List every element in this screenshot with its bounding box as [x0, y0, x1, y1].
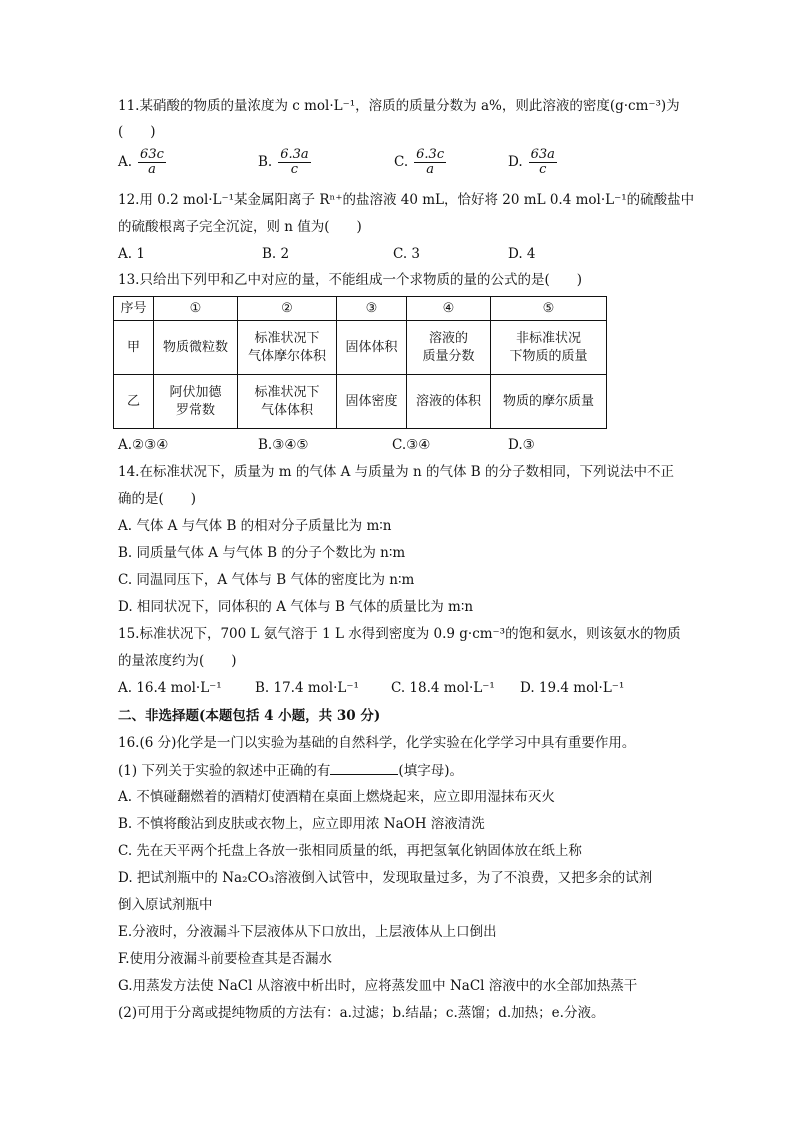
- q12-stem-line2: 的硫酸根离子完全沉淀，则 n 值为( ): [118, 219, 362, 235]
- q14-option-c[interactable]: C. 同温同压下，A 气体与 B 气体的密度比为 n∶m: [118, 572, 415, 588]
- cell-text: 阿伏加德: [169, 384, 222, 400]
- q16-item-d: D. 把试剂瓶中的 Na₂CO₃溶液倒入试管中，发现取量过多，为了不浪费，又把多余的试剂: [118, 870, 653, 886]
- section-heading: 二、非选择题(本题包括 4 小题，共 30 分): [118, 708, 381, 724]
- q15-option-b[interactable]: B. 17.4 mol·L⁻¹: [255, 680, 359, 696]
- table-row: [114, 321, 607, 375]
- q16-item-d-cont: 倒入原试剂瓶中: [118, 897, 213, 913]
- q16-sub1: [118, 760, 463, 781]
- table-cell: [491, 321, 607, 375]
- header-cell: ①: [154, 297, 238, 321]
- q16-sub2: (2)可用于分离或提纯物质的方法有：a.过滤；b.结晶；c.蒸馏；d.加热；e.分液。: [118, 1005, 605, 1021]
- cell-text: 物质的摩尔质量: [502, 393, 594, 409]
- q15-option-a[interactable]: A. 16.4 mol·L⁻¹: [118, 680, 222, 696]
- q12-stem-line1: 12.用 0.2 mol·L⁻¹某金属阳离子 Rⁿ⁺的盐溶液 40 mL，恰好将 20 mL 0.4 mol·L⁻¹的硫酸盐中: [118, 192, 695, 208]
- q16-sub1-suffix: (填字母)。: [398, 763, 463, 779]
- q11-stem-line2: ( ): [118, 124, 156, 140]
- header-cell: ③: [337, 297, 407, 321]
- option-letter: A.: [118, 154, 133, 170]
- q11-option-b[interactable]: [258, 148, 311, 177]
- q13-option-b[interactable]: B.③④⑤: [258, 437, 309, 453]
- cell-text: 溶液的体积: [415, 393, 481, 409]
- q11-option-a[interactable]: [118, 148, 166, 177]
- q16-item-c: C. 先在天平两个托盘上各放一张相同质量的纸，再把氢氧化钠固体放在纸上称: [118, 843, 582, 859]
- q12-option-b[interactable]: B. 2: [262, 246, 290, 262]
- q13-option-d[interactable]: D.③: [508, 437, 535, 453]
- q16-item-a: A. 不慎碰翻燃着的酒精灯使酒精在桌面上燃烧起来，应立即用湿抹布灭火: [118, 789, 555, 805]
- numerator: 63a: [530, 147, 555, 162]
- q11-option-d[interactable]: [508, 148, 557, 177]
- q13-stem: 13.只给出下列甲和乙中对应的量，不能组成一个求物质的量的公式的是( ): [118, 272, 583, 288]
- header-cell: ⑤: [491, 297, 607, 321]
- cell-text: 罗常数: [175, 402, 215, 418]
- cell-text: 标准状况下: [254, 384, 320, 400]
- table-cell: [238, 375, 337, 429]
- cell-text: 非标准状况: [515, 330, 581, 346]
- q12-option-d[interactable]: D. 4: [508, 246, 536, 262]
- header-cell: ②: [238, 297, 337, 321]
- q15-option-d[interactable]: D. 19.4 mol·L⁻¹: [520, 680, 625, 696]
- option-letter: C.: [394, 154, 409, 170]
- option-letter: D.: [508, 154, 523, 170]
- table-row: [114, 375, 607, 429]
- fraction: [414, 148, 446, 177]
- q14-stem-line2: 确的是( ): [118, 491, 197, 507]
- q16-item-b: B. 不慎将酸沾到皮肤或衣物上，应立即用浓 NaOH 溶液清洗: [118, 816, 485, 832]
- cell-text: 溶液的: [428, 330, 468, 346]
- cell-text: 下物质的质量: [509, 348, 588, 364]
- q14-stem-line1: 14.在标准状况下，质量为 m 的气体 A 与质量为 n 的气体 B 的分子数相同，下列说法中不正: [118, 464, 674, 480]
- header-cell: 序号: [114, 297, 154, 321]
- q13-option-c[interactable]: C.③④: [392, 437, 431, 453]
- q11-stem-line1: 11.某硝酸的物质的量浓度为 c mol·L⁻¹，溶质的质量分数为 a%，则此溶液的密度(g·cm⁻³)为: [118, 98, 680, 114]
- table-header-row: [114, 297, 607, 321]
- cell-text: 气体体积: [260, 402, 313, 418]
- cell-text: 气体摩尔体积: [247, 348, 326, 364]
- denominator: c: [290, 162, 299, 177]
- q16-item-e: E.分液时，分液漏斗下层液体从下口放出，上层液体从上口倒出: [118, 924, 497, 940]
- table-cell: [154, 375, 238, 429]
- q16-item-f: F.使用分液漏斗前要检查其是否漏水: [118, 951, 333, 967]
- q13-table: [113, 296, 607, 429]
- cell-text: 标准状况下: [254, 330, 320, 346]
- cell-text: 物质微粒数: [162, 339, 228, 355]
- q16-stem: 16.(6 分)化学是一门以实验为基础的自然科学，化学实验在化学学习中具有重要作用。: [118, 735, 636, 751]
- q12-option-c[interactable]: C. 3: [393, 246, 421, 262]
- fraction: [138, 148, 166, 177]
- row-label: 甲: [114, 321, 154, 375]
- q14-option-a[interactable]: A. 气体 A 与气体 B 的相对分子质量比为 m∶n: [118, 518, 392, 534]
- table-cell: [238, 321, 337, 375]
- answer-blank[interactable]: [330, 760, 398, 775]
- numerator: 6.3c: [416, 147, 445, 162]
- fraction: [278, 148, 310, 177]
- table-cell: [407, 375, 491, 429]
- table-cell: [337, 375, 407, 429]
- q15-stem-line1: 15.标准状况下，700 L 氨气溶于 1 L 水得到密度为 0.9 g·cm⁻³的饱和氨水，则该氨水的物质: [118, 626, 681, 642]
- table-cell: [491, 375, 607, 429]
- q15-option-c[interactable]: C. 18.4 mol·L⁻¹: [391, 680, 495, 696]
- fraction: [529, 148, 557, 177]
- cell-text: 固体体积: [345, 339, 398, 355]
- q11-option-c[interactable]: [394, 148, 446, 177]
- denominator: c: [539, 162, 547, 177]
- row-label: 乙: [114, 375, 154, 429]
- q16-sub1-prefix: (1) 下列关于实验的叙述中正确的有: [118, 763, 331, 779]
- q12-option-a[interactable]: A. 1: [118, 246, 145, 262]
- table-cell: [154, 321, 238, 375]
- option-letter: B.: [258, 154, 273, 170]
- denominator: a: [426, 162, 434, 177]
- table-cell: [407, 321, 491, 375]
- q13-option-a[interactable]: A.②③④: [118, 437, 169, 453]
- q14-option-b[interactable]: B. 同质量气体 A 与气体 B 的分子个数比为 n∶m: [118, 545, 406, 561]
- denominator: a: [148, 162, 156, 177]
- table-cell: [337, 321, 407, 375]
- q14-option-d[interactable]: D. 相同状况下，同体积的 A 气体与 B 气体的质量比为 m∶n: [118, 599, 474, 615]
- cell-text: 质量分数: [422, 348, 475, 364]
- numerator: 6.3a: [280, 147, 309, 162]
- q15-stem-line2: 的量浓度约为( ): [118, 653, 237, 669]
- numerator: 63c: [140, 147, 164, 162]
- header-cell: ④: [407, 297, 491, 321]
- q16-item-g: G.用蒸发方法使 NaCl 从溶液中析出时，应将蒸发皿中 NaCl 溶液中的水全部加热蒸干: [118, 978, 638, 994]
- cell-text: 固体密度: [345, 393, 398, 409]
